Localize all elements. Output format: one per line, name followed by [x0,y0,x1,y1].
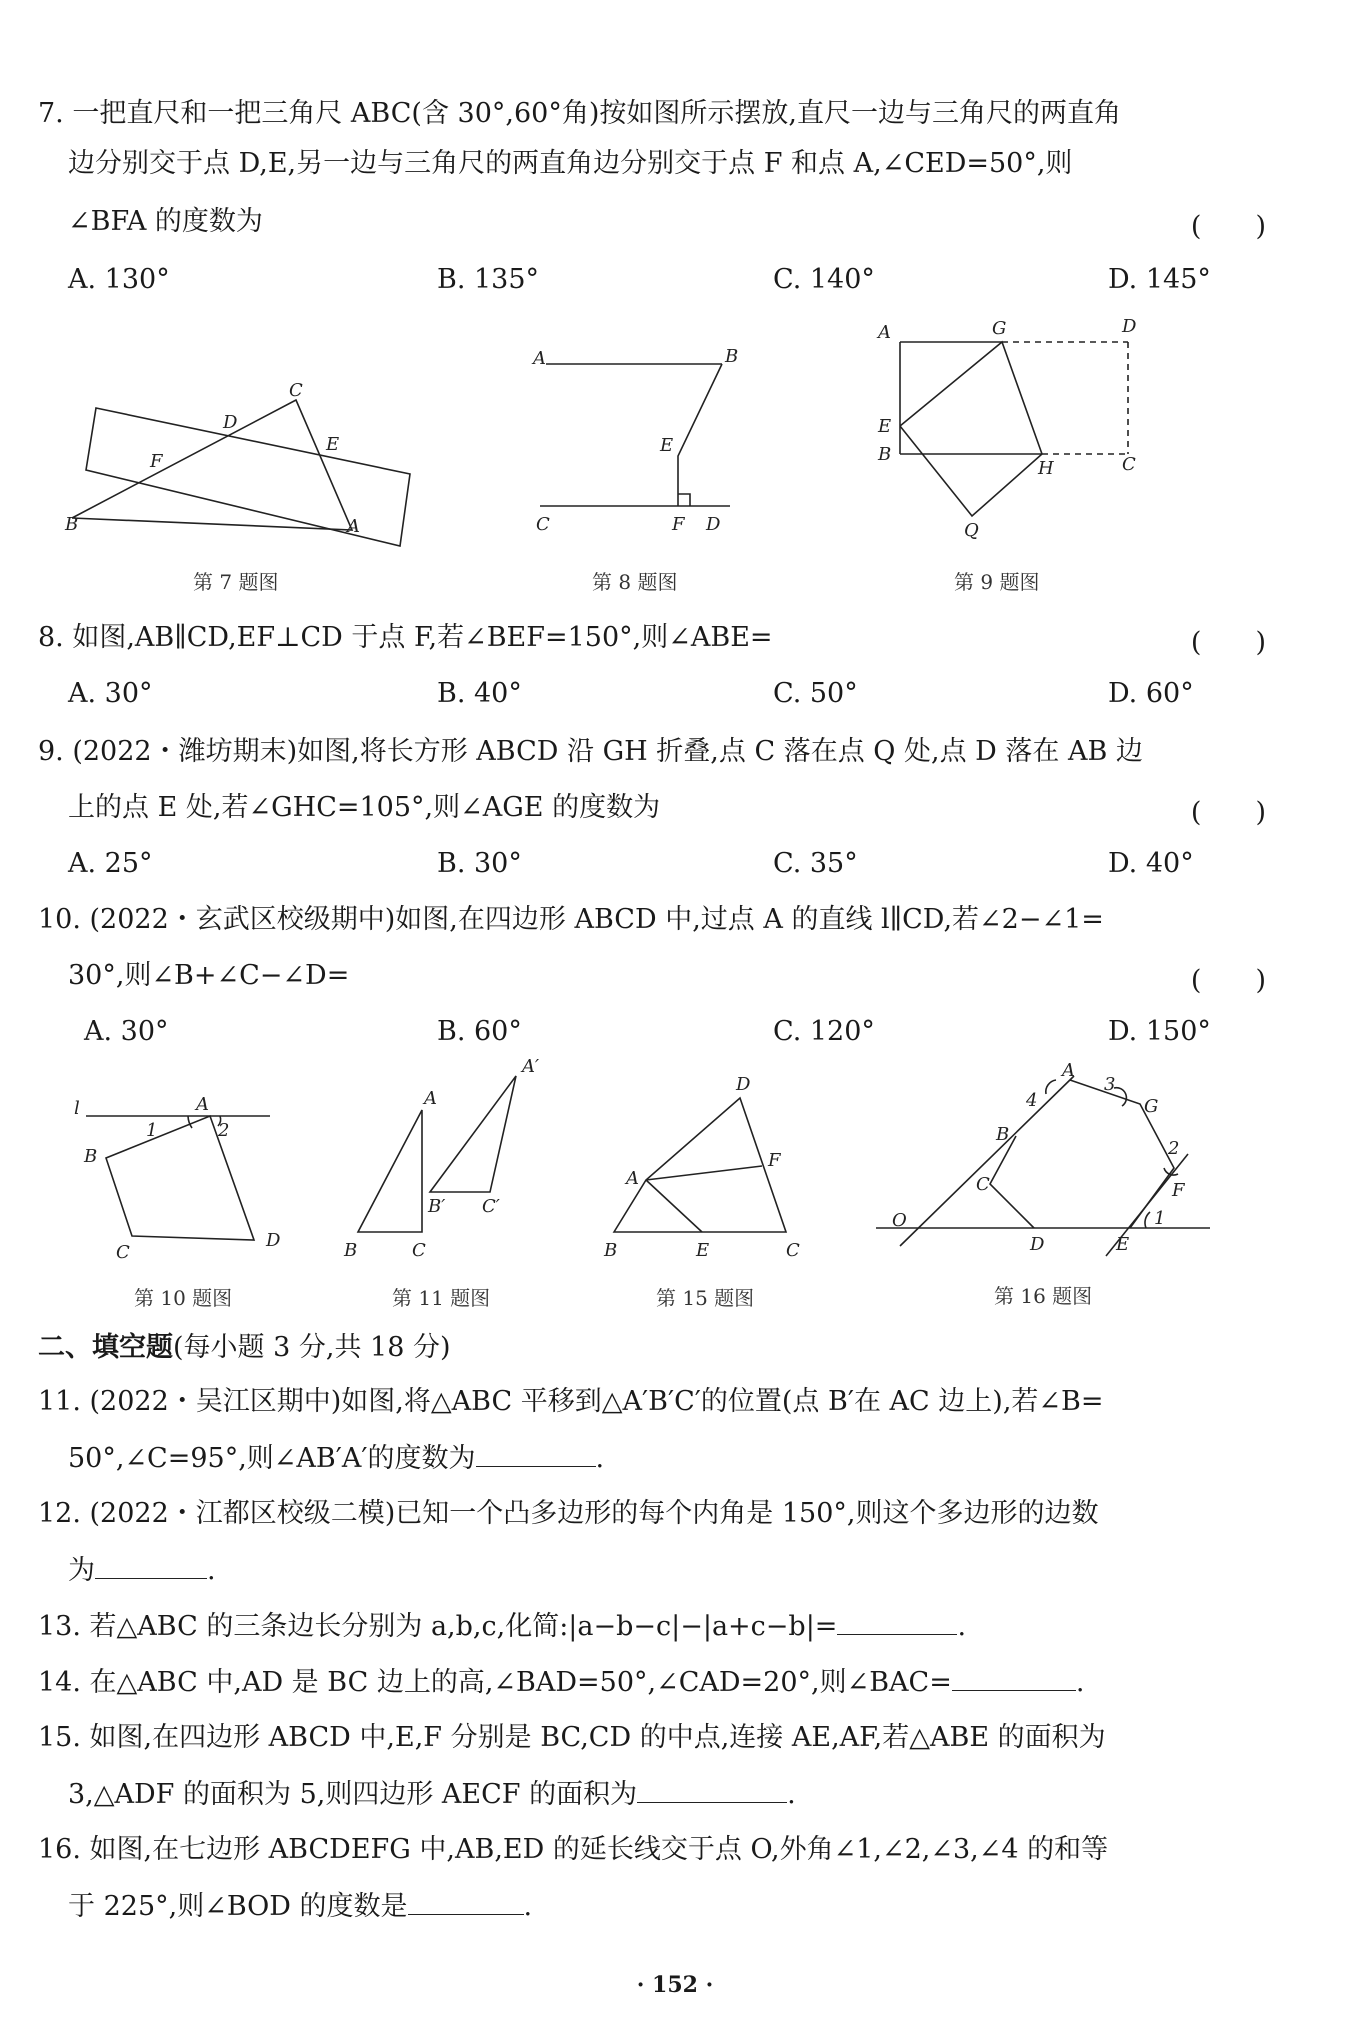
fig10-label-a: A [196,1094,209,1115]
q7-line3: ∠BFA 的度数为 [68,206,263,237]
q8-answer-paren: ( ) [1190,627,1266,658]
fig10-label-b: B [84,1146,98,1167]
q14-line1: 14. 在△ABC 中,AD 是 BC 边上的高,∠BAD=50°,∠CAD=20°,则∠BAC= [38,1667,952,1698]
q7-line2: 边分别交于点 D,E,另一边与三角尺的两直角边分别交于点 F 和点 A,∠CED=50°,则 [68,148,1073,179]
fig10-label-l: l [74,1098,80,1119]
q11-line1: 11. (2022・吴江区期中)如图,将△ABC 平移到△A′B′C′的位置(点 B′在 AC 边上),若∠B= [38,1386,1104,1417]
q10-line1: 10. (2022・玄武区校级期中)如图,在四边形 ABCD 中,过点 A 的直线 l∥CD,若∠2−∠1= [38,904,1104,935]
fig16-label-o: O [892,1210,907,1231]
figure-15 [590,1070,830,1270]
q10-option-a: A. 30° [84,1016,169,1047]
fig16-label-a: A [1062,1060,1075,1081]
q8-line1: 8. 如图,AB∥CD,EF⊥CD 于点 F,若∠BEF=150°,则∠ABE= [38,622,773,653]
q10-option-d: D. 150° [1108,1016,1211,1047]
fig7-triangle [72,400,352,530]
fig7-caption: 第 7 题图 [193,570,279,594]
q13-end: . [957,1611,967,1642]
q16-line2: 于 225°,则∠BOD 的度数是 [68,1891,408,1922]
q16-answer-blank[interactable] [408,1888,524,1915]
q14-end: . [1075,1667,1085,1698]
q8-option-d: D. 60° [1108,678,1194,709]
fig11-label-a-prime: A′ [522,1056,540,1077]
fig7-label-f: F [150,451,163,472]
fig10-label-c: C [116,1242,130,1263]
q9-line2: 上的点 E 处,若∠GHC=105°,则∠AGE 的度数为 [68,792,661,823]
q13-row [38,1608,966,1645]
fig15-label-d: D [736,1074,751,1095]
fig8-label-f: F [672,514,685,535]
fig10-label-1: 1 [146,1120,158,1141]
q14-row [38,1664,1084,1701]
q7-option-a: A. 130° [68,264,170,295]
q9-line1: 9. (2022・潍坊期末)如图,将长方形 ABCD 沿 GH 折叠,点 C 落在点 Q 处,点 D 落在 AB 边 [38,736,1143,767]
q10-answer-paren: ( ) [1190,965,1266,996]
fig9-label-d: D [1122,316,1137,337]
fig8-label-e: E [660,435,674,456]
q15-answer-blank[interactable] [637,1776,787,1803]
q9-option-c: C. 35° [773,848,858,879]
fig16-caption: 第 16 题图 [994,1284,1093,1308]
figure-16 [870,1060,1220,1270]
fig11-label-c: C [412,1240,426,1261]
fig16-label-f: F [1172,1180,1185,1201]
fig9-label-a: A [878,322,891,343]
fig11-caption: 第 11 题图 [392,1286,491,1310]
q8-option-b: B. 40° [437,678,522,709]
fig9-caption: 第 9 题图 [954,570,1040,594]
q7-line1: 7. 一把直尺和一把三角尺 ABC(含 30°,60°角)按如图所示摆放,直尺一边与三角尺的两直角 [38,98,1121,129]
fig15-label-b: B [604,1240,618,1261]
q9-option-d: D. 40° [1108,848,1194,879]
fig16-label-b: B [996,1124,1010,1145]
fig8-label-b: B [725,346,739,367]
q12-line2: 为 [68,1555,95,1586]
fig9-label-q: Q [964,520,979,541]
fig16-label-1: 1 [1154,1208,1166,1229]
q12-end: . [207,1555,216,1586]
fig7-label-a: A [347,516,360,537]
fig15-caption: 第 15 题图 [656,1286,755,1310]
figure-9 [870,316,1160,541]
q8-option-c: C. 50° [773,678,858,709]
fig7-label-d: D [223,412,238,433]
fig7-label-c: C [289,380,303,401]
fig16-label-d: D [1030,1234,1045,1255]
q9-answer-paren: ( ) [1190,797,1266,828]
fig16-label-4: 4 [1026,1090,1038,1111]
q13-line1: 13. 若△ABC 的三条边长分别为 a,b,c,化简:|a−b−c|−|a+c−b|= [38,1611,838,1642]
section2-heading [38,1330,451,1366]
q16-line2-row [68,1888,532,1925]
page-number: · 152 · [636,1972,714,1998]
fig9-label-c: C [1122,454,1136,475]
q7-option-b: B. 135° [437,264,540,295]
q9-option-a: A. 25° [68,848,153,879]
fig10-label-d: D [266,1230,281,1251]
q12-line1: 12. (2022・江都区校级二模)已知一个凸多边形的每个内角是 150°,则这个多边形的边数 [38,1498,1099,1529]
fig10-label-2: 2 [218,1120,230,1141]
figure-11 [340,1056,540,1270]
figure-10 [70,1094,300,1270]
q7-option-c: C. 140° [773,264,875,295]
q10-option-b: B. 60° [437,1016,522,1047]
q16-line1: 16. 如图,在七边形 ABCDEFG 中,AB,ED 的延长线交于点 O,外角∠1,∠2,∠3,∠4 的和等 [38,1834,1109,1865]
q11-end: . [595,1443,605,1474]
q13-answer-blank[interactable] [837,1608,957,1635]
fig16-label-2: 2 [1168,1138,1180,1159]
figure-8 [530,340,750,540]
q10-option-c: C. 120° [773,1016,875,1047]
fig9-label-g: G [992,318,1007,339]
q11-line2-row [68,1440,604,1477]
q11-line2: 50°,∠C=95°,则∠AB′A′的度数为 [68,1443,476,1474]
fig9-label-e: E [878,416,892,437]
fig9-label-b: B [878,444,892,465]
fig16-label-e: E [1116,1234,1130,1255]
q10-line2: 30°,则∠B+∠C−∠D= [68,960,350,991]
section2-note: (每小题 3 分,共 18 分) [173,1332,451,1363]
q8-option-a: A. 30° [68,678,153,709]
fig16-label-c: C [976,1174,990,1195]
fig16-label-g: G [1144,1096,1159,1117]
q7-answer-paren: ( ) [1190,211,1266,242]
section2-title: 二、填空题 [38,1332,173,1363]
fig15-label-a: A [626,1168,639,1189]
fig8-label-c: C [536,514,550,535]
fig15-label-c: C [786,1240,800,1261]
fig7-label-e: E [326,434,340,455]
fig9-label-h: H [1038,458,1054,479]
q9-option-b: B. 30° [437,848,522,879]
q11-answer-blank[interactable] [476,1440,596,1467]
fig11-label-b: B [344,1240,358,1261]
fig7-label-b: B [65,514,79,535]
q15-line1: 15. 如图,在四边形 ABCD 中,E,F 分别是 BC,CD 的中点,连接 AE,AF,若△ABE 的面积为 [38,1722,1106,1753]
q14-answer-blank[interactable] [952,1664,1076,1691]
fig8-caption: 第 8 题图 [592,570,678,594]
fig15-label-e: E [696,1240,710,1261]
q16-end: . [523,1891,533,1922]
fig16-label-3: 3 [1104,1074,1116,1095]
figure-7 [60,380,420,560]
fig11-label-a: A [424,1088,437,1109]
fig10-caption: 第 10 题图 [134,1286,233,1310]
q12-line2-row [68,1552,216,1589]
fig11-label-c-prime: C′ [482,1196,500,1217]
q15-line2: 3,△ADF 的面积为 5,则四边形 AECF 的面积为 [68,1779,638,1810]
fig8-label-d: D [706,514,721,535]
fig8-label-a: A [533,348,546,369]
q12-answer-blank[interactable] [95,1552,207,1579]
fig15-label-f: F [768,1150,781,1171]
q7-option-d: D. 145° [1108,264,1211,295]
fig11-label-b-prime: B′ [428,1196,446,1217]
q15-line2-row [68,1776,796,1813]
q15-end: . [787,1779,796,1810]
